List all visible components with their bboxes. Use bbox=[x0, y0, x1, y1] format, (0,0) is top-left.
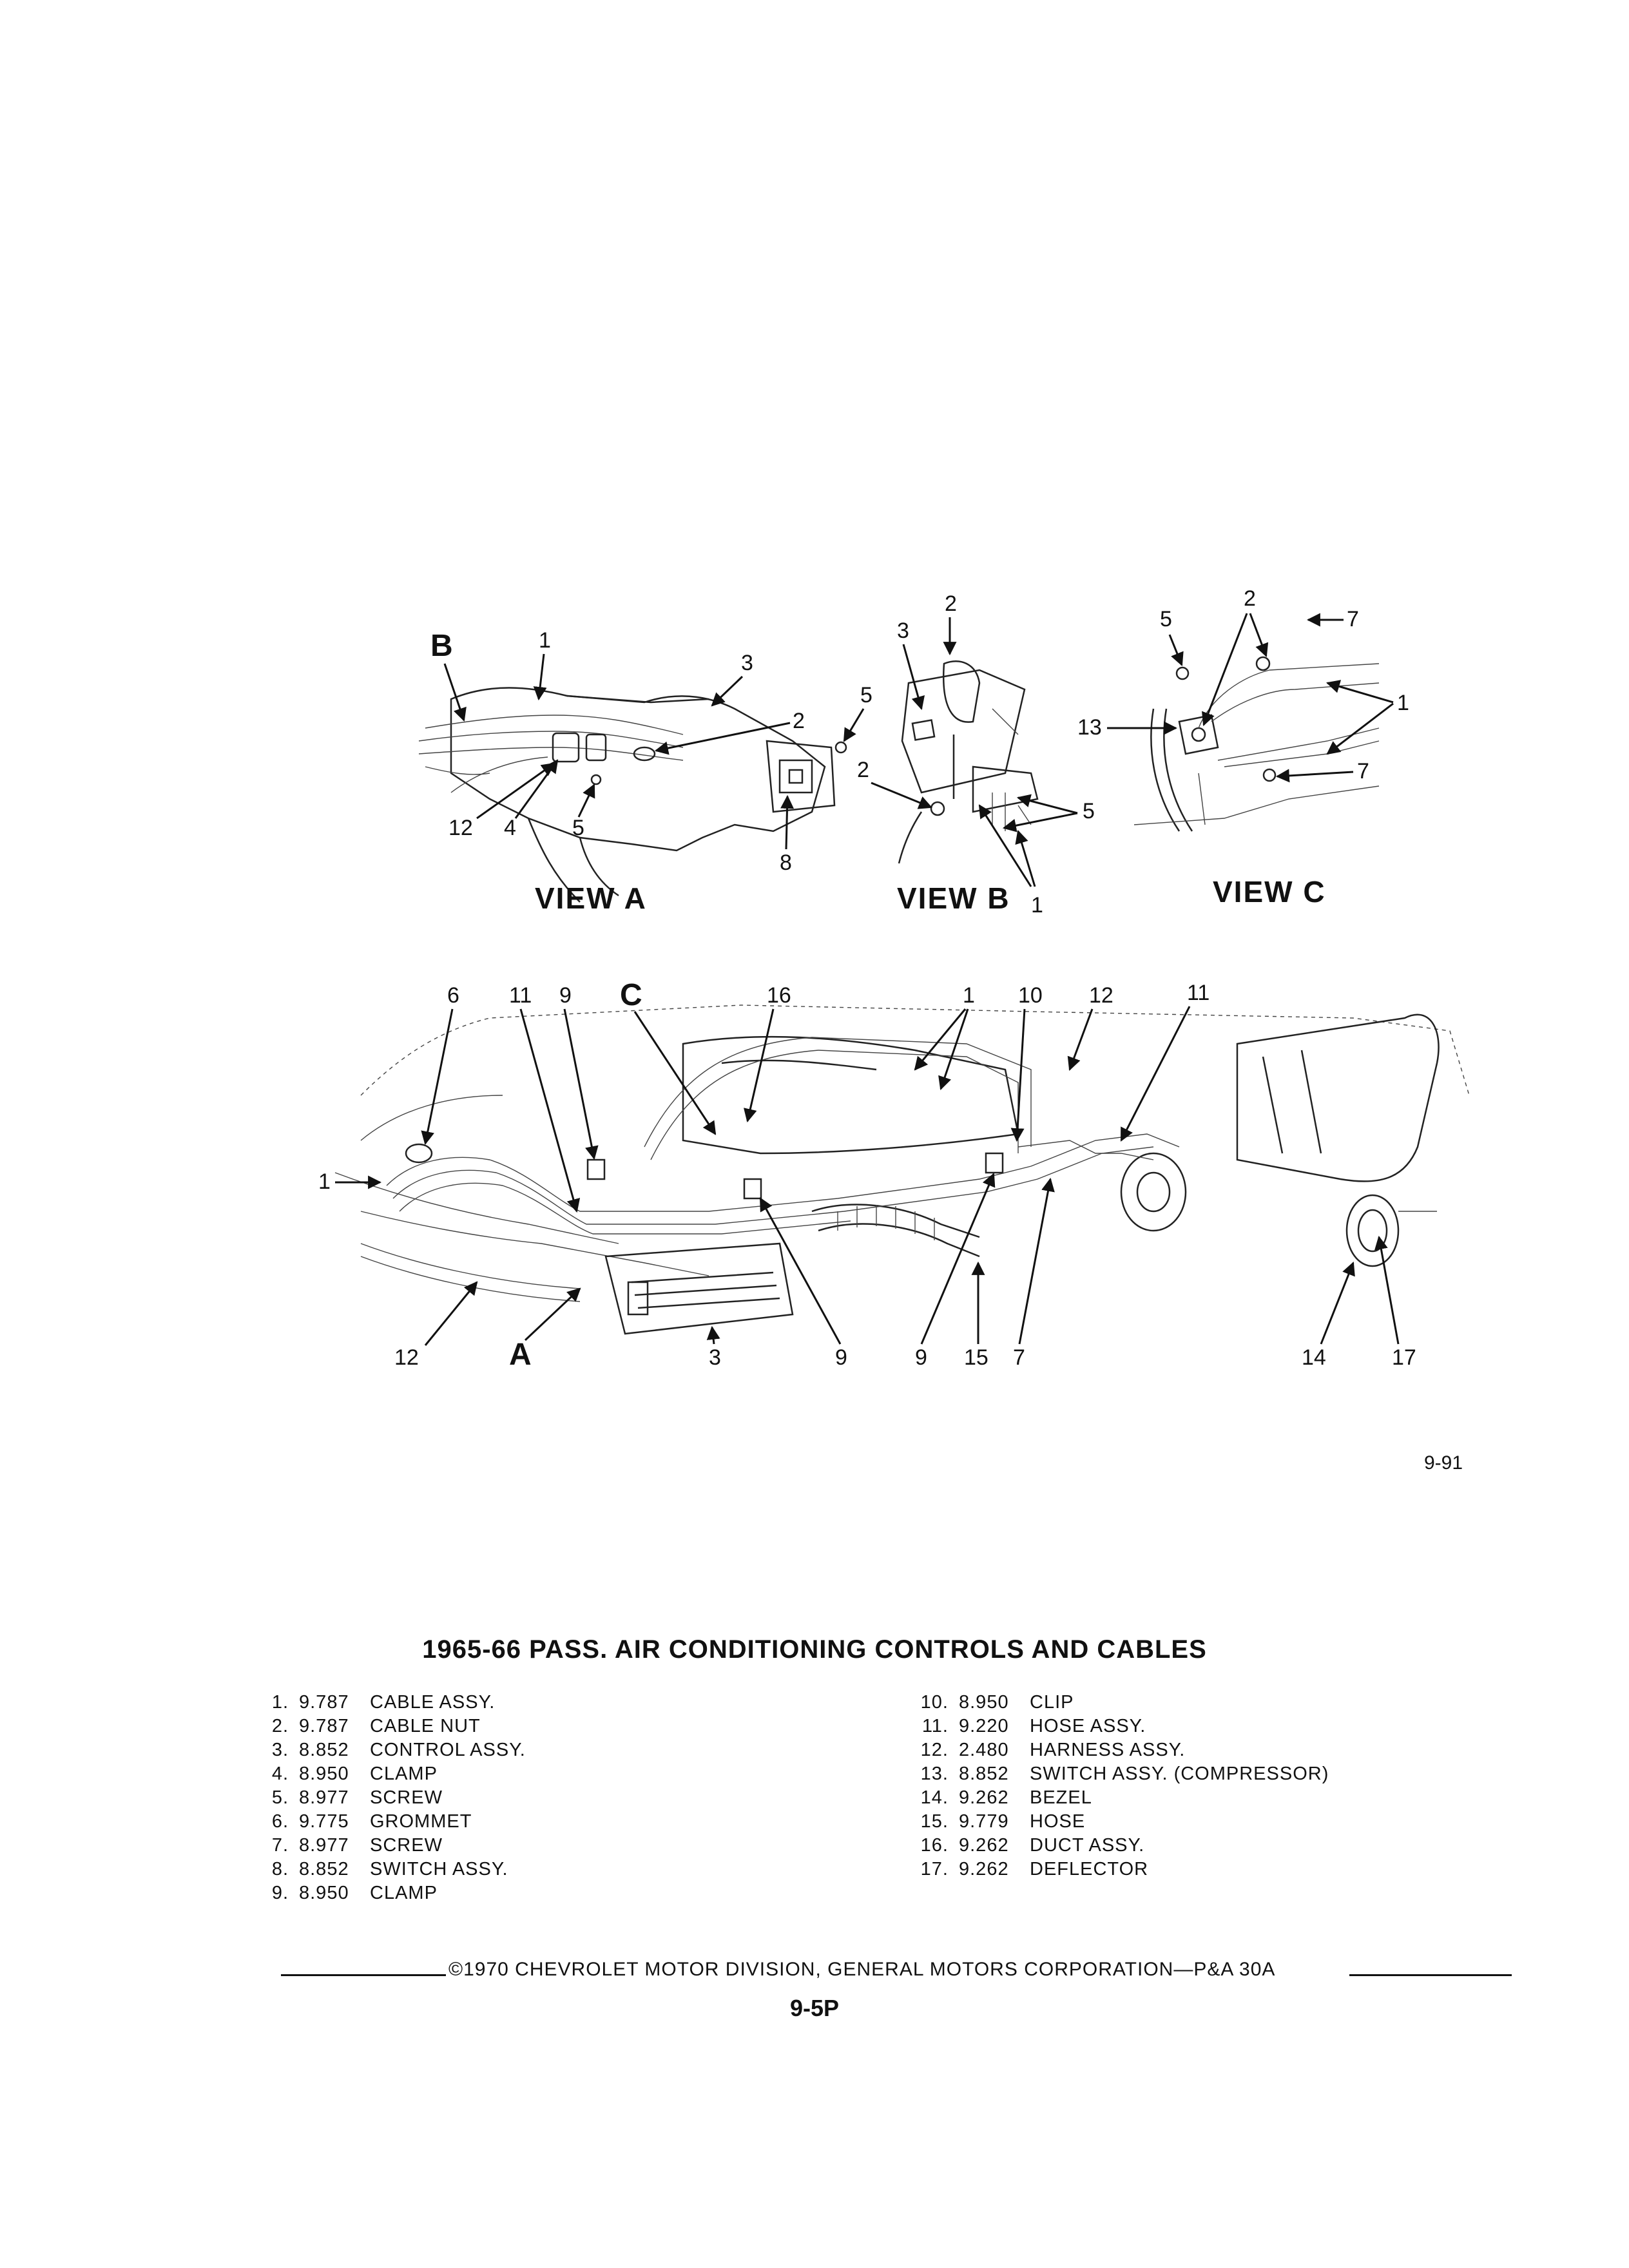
callout-number: 2 bbox=[793, 709, 805, 733]
part-name: HOSE ASSY. bbox=[1030, 1716, 1146, 1736]
callout-number: 5 bbox=[1083, 799, 1095, 823]
part-number: 11. bbox=[921, 1716, 949, 1736]
part-name: SCREW bbox=[370, 1787, 443, 1808]
callout-number: 9 bbox=[915, 1345, 927, 1370]
parts-list-item bbox=[242, 1691, 526, 1715]
parts-list-item bbox=[902, 1738, 1329, 1762]
part-code: 8.950 bbox=[299, 1883, 349, 1903]
part-code: 9.220 bbox=[959, 1716, 1009, 1736]
callout-number: 3 bbox=[897, 619, 909, 643]
part-code: 8.852 bbox=[299, 1740, 349, 1760]
part-code: 8.950 bbox=[959, 1692, 1009, 1713]
main-assembly-callouts bbox=[318, 978, 1416, 1372]
part-number: 15. bbox=[920, 1811, 949, 1832]
part-number: 12. bbox=[920, 1740, 949, 1760]
callout-number: 5 bbox=[1160, 607, 1172, 631]
callout-number: 1 bbox=[1031, 893, 1043, 918]
callout-number: 12 bbox=[394, 1345, 419, 1370]
part-code: 8.977 bbox=[299, 1787, 349, 1808]
callout-number: 1 bbox=[539, 628, 551, 653]
parts-list-item bbox=[242, 1810, 526, 1834]
callout-number: 6 bbox=[447, 983, 459, 1008]
callout-number: 12 bbox=[1089, 983, 1113, 1008]
part-name: SWITCH ASSY. bbox=[370, 1859, 508, 1879]
callout-letter: A bbox=[509, 1338, 532, 1372]
part-number: 17. bbox=[920, 1859, 949, 1879]
view-b-callouts bbox=[857, 591, 1095, 918]
callout-number: 11 bbox=[509, 983, 532, 1008]
callout-number: 2 bbox=[945, 591, 957, 616]
callout-number: 5 bbox=[572, 816, 584, 840]
callout-number: 17 bbox=[1392, 1345, 1416, 1370]
part-number: 5. bbox=[271, 1787, 289, 1808]
parts-list-item bbox=[242, 1738, 526, 1762]
callout-number: 9 bbox=[559, 983, 572, 1008]
parts-list-item bbox=[242, 1715, 526, 1738]
part-number: 10. bbox=[920, 1692, 949, 1713]
callout-number: 3 bbox=[741, 651, 753, 675]
parts-list-left bbox=[242, 1691, 526, 1905]
callout-number: 1 bbox=[1397, 691, 1409, 715]
callout-number: 14 bbox=[1302, 1345, 1326, 1370]
part-number: 2. bbox=[271, 1716, 289, 1736]
part-name: HARNESS ASSY. bbox=[1030, 1740, 1186, 1760]
part-code: 8.852 bbox=[299, 1859, 349, 1879]
part-code: 9.775 bbox=[299, 1811, 349, 1832]
parts-list-item bbox=[242, 1834, 526, 1858]
part-number: 7. bbox=[271, 1835, 289, 1856]
part-code: 8.950 bbox=[299, 1763, 349, 1784]
part-name: CABLE NUT bbox=[370, 1716, 481, 1736]
part-name: DUCT ASSY. bbox=[1030, 1835, 1145, 1856]
parts-list-item bbox=[902, 1810, 1329, 1834]
part-number: 4. bbox=[271, 1763, 289, 1784]
part-number: 14. bbox=[920, 1787, 949, 1808]
part-name: SCREW bbox=[370, 1835, 443, 1856]
parts-list-item bbox=[902, 1834, 1329, 1858]
part-name: DEFLECTOR bbox=[1030, 1859, 1149, 1879]
parts-list-right bbox=[902, 1691, 1329, 1881]
parts-list-item bbox=[242, 1786, 526, 1810]
part-name: CONTROL ASSY. bbox=[370, 1740, 526, 1760]
parts-list-item bbox=[902, 1715, 1329, 1738]
main-assembly-drawing bbox=[335, 1005, 1469, 1334]
view-c-callouts bbox=[1077, 586, 1409, 908]
callout-number: 3 bbox=[709, 1345, 721, 1370]
callout-number: 16 bbox=[767, 983, 791, 1008]
part-number: 8. bbox=[271, 1859, 289, 1879]
callout-number: 13 bbox=[1077, 715, 1102, 740]
parts-list-item bbox=[242, 1762, 526, 1786]
callout-number: 7 bbox=[1357, 759, 1369, 783]
view-c-title: VIEW C bbox=[1213, 875, 1326, 908]
footer-rule-right bbox=[1349, 1974, 1512, 1976]
parts-list-item bbox=[902, 1858, 1329, 1881]
footer-rule-left bbox=[281, 1974, 446, 1976]
part-code: 9.787 bbox=[299, 1716, 349, 1736]
callout-number: 15 bbox=[964, 1345, 988, 1370]
callout-number: 1 bbox=[318, 1169, 331, 1194]
figure-number: 9-91 bbox=[1423, 1452, 1463, 1474]
callout-number: 7 bbox=[1013, 1345, 1025, 1370]
part-name: HOSE bbox=[1030, 1811, 1086, 1832]
part-number: 6. bbox=[271, 1811, 289, 1832]
part-code: 9.262 bbox=[959, 1835, 1009, 1856]
callout-number: 5 bbox=[860, 683, 872, 707]
part-name: CLIP bbox=[1030, 1692, 1074, 1713]
view-b-drawing bbox=[899, 661, 1037, 863]
part-code: 8.977 bbox=[299, 1835, 349, 1856]
copyright-footer bbox=[281, 1959, 1512, 1984]
part-name: BEZEL bbox=[1030, 1787, 1092, 1808]
parts-list-item bbox=[902, 1691, 1329, 1715]
page-number: 9-5P bbox=[789, 1995, 840, 2021]
part-name: CLAMP bbox=[370, 1883, 438, 1903]
copyright-text: ©1970 CHEVROLET MOTOR DIVISION, GENERAL MOTORS CORPORATION—P&A 30A bbox=[448, 1959, 1276, 1980]
part-name: GROMMET bbox=[370, 1811, 472, 1832]
part-name: SWITCH ASSY. (COMPRESSOR) bbox=[1030, 1763, 1329, 1784]
view-c-drawing bbox=[1134, 657, 1379, 831]
part-number: 16. bbox=[920, 1835, 949, 1856]
view-a-title: VIEW A bbox=[535, 881, 647, 915]
callout-letter: B bbox=[430, 629, 453, 663]
part-code: 9.779 bbox=[959, 1811, 1009, 1832]
parts-list-item bbox=[902, 1786, 1329, 1810]
callout-number: 12 bbox=[448, 816, 473, 840]
part-number: 9. bbox=[271, 1883, 289, 1903]
callout-number: 2 bbox=[857, 758, 869, 782]
callout-number: 7 bbox=[1347, 607, 1359, 631]
parts-list-item bbox=[902, 1762, 1329, 1786]
part-number: 3. bbox=[271, 1740, 289, 1760]
callout-number: 1 bbox=[963, 983, 975, 1008]
view-b-title: VIEW B bbox=[897, 881, 1010, 915]
callout-number: 10 bbox=[1018, 983, 1043, 1008]
part-code: 9.262 bbox=[959, 1787, 1009, 1808]
callout-number: 11 bbox=[1187, 981, 1210, 1005]
callout-number: 2 bbox=[1244, 586, 1256, 611]
callout-number: 8 bbox=[780, 850, 792, 875]
view-a-callouts bbox=[430, 628, 872, 915]
part-code: 9.787 bbox=[299, 1692, 349, 1713]
part-name: CABLE ASSY. bbox=[370, 1692, 496, 1713]
part-name: CLAMP bbox=[370, 1763, 438, 1784]
part-number: 13. bbox=[920, 1763, 949, 1784]
part-code: 9.262 bbox=[959, 1859, 1009, 1879]
part-code: 8.852 bbox=[959, 1763, 1009, 1784]
part-code: 2.480 bbox=[959, 1740, 1009, 1760]
callout-letter: C bbox=[620, 978, 642, 1012]
parts-list-item bbox=[242, 1858, 526, 1881]
page-title: 1965-66 PASS. AIR CONDITIONING CONTROLS AND CABLES bbox=[422, 1635, 1207, 1664]
callout-number: 4 bbox=[504, 816, 516, 840]
callout-number: 9 bbox=[835, 1345, 847, 1370]
parts-list-item bbox=[242, 1881, 526, 1905]
part-number: 1. bbox=[271, 1692, 289, 1713]
